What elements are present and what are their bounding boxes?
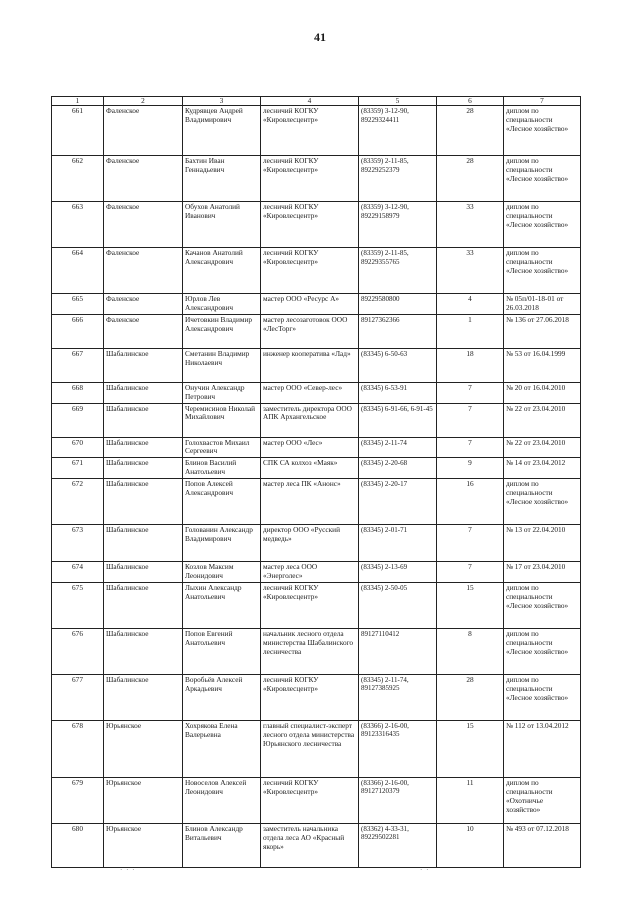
cell-name: Юрлов Лев Александрович — [183, 294, 261, 315]
header-row — [52, 97, 581, 106]
cell-phone: 89127362366 — [359, 314, 437, 348]
cell-name: Козлов Максим Леонидович — [183, 562, 261, 583]
cell-name: Качанов Анатолий Александрович — [183, 248, 261, 294]
column-header: 3 — [183, 97, 261, 106]
table-row — [52, 294, 581, 315]
cell-experience: 33 — [437, 248, 504, 294]
cell-number: 662 — [52, 156, 104, 202]
footer-mark-left: · · · — [120, 866, 136, 874]
cell-number: 669 — [52, 403, 104, 437]
cell-name: Черемисинов Николай Михайлович — [183, 403, 261, 437]
cell-district: Шабалинское — [104, 525, 183, 562]
table-row — [52, 382, 581, 403]
cell-experience: 7 — [437, 525, 504, 562]
cell-phone: (83345) 2-20-17 — [359, 479, 437, 525]
cell-document: № 493 от 07.12.2018 — [504, 823, 581, 867]
cell-district: Юрьянское — [104, 720, 183, 777]
cell-experience: 15 — [437, 582, 504, 628]
cell-name: Попов Алексей Александрович — [183, 479, 261, 525]
cell-experience: 9 — [437, 458, 504, 479]
cell-name: Онучин Александр Петрович — [183, 382, 261, 403]
cell-number: 676 — [52, 628, 104, 674]
cell-district: Шабалинское — [104, 382, 183, 403]
table-row — [52, 720, 581, 777]
cell-experience: 16 — [437, 479, 504, 525]
table-row — [52, 674, 581, 720]
cell-district: Шабалинское — [104, 348, 183, 382]
table-row — [52, 437, 581, 458]
cell-number: 664 — [52, 248, 104, 294]
cell-experience: 4 — [437, 294, 504, 315]
cell-document: диплом по специальности «Лесное хозяйство» — [504, 202, 581, 248]
cell-number: 661 — [52, 106, 104, 156]
cell-number: 672 — [52, 479, 104, 525]
cell-district: Фаленское — [104, 248, 183, 294]
cell-position: главный специалист-эксперт лесного отдела министерства Юрьянского лесничества — [261, 720, 359, 777]
cell-document: № 22 от 23.04.2010 — [504, 437, 581, 458]
table-body — [52, 106, 581, 868]
cell-number: 680 — [52, 823, 104, 867]
footer-mark-right: · · — [420, 866, 430, 874]
column-header: 4 — [261, 97, 359, 106]
cell-number: 665 — [52, 294, 104, 315]
cell-position: мастер леса ООО «Энерголес» — [261, 562, 359, 583]
table-row — [52, 628, 581, 674]
table-row — [52, 202, 581, 248]
registry-table — [51, 96, 581, 868]
table-row — [52, 314, 581, 348]
cell-position: СПК СА колхоз «Маяк» — [261, 458, 359, 479]
cell-phone: (83345) 2-11-74 — [359, 437, 437, 458]
cell-district: Шабалинское — [104, 674, 183, 720]
cell-position: лесничий КОГКУ «Кировлесцентр» — [261, 674, 359, 720]
cell-experience: 33 — [437, 202, 504, 248]
cell-district: Шабалинское — [104, 562, 183, 583]
cell-experience: 18 — [437, 348, 504, 382]
cell-document: № 14 от 23.04.2012 — [504, 458, 581, 479]
cell-name: Обухов Анатолий Иванович — [183, 202, 261, 248]
cell-phone: (83345) 2-20-68 — [359, 458, 437, 479]
cell-phone: (83345) 6-53-91 — [359, 382, 437, 403]
cell-name: Попов Евгений Анатольевич — [183, 628, 261, 674]
cell-experience: 7 — [437, 403, 504, 437]
table-row — [52, 525, 581, 562]
cell-document: диплом по специальности «Лесное хозяйство» — [504, 582, 581, 628]
column-header: 6 — [437, 97, 504, 106]
table-row — [52, 777, 581, 823]
cell-phone: (83366) 2-16-00, 89123316435 — [359, 720, 437, 777]
cell-name: Сметанин Владимир Николаевич — [183, 348, 261, 382]
cell-number: 671 — [52, 458, 104, 479]
cell-name: Блинов Александр Витальевич — [183, 823, 261, 867]
cell-district: Шабалинское — [104, 437, 183, 458]
table-row — [52, 479, 581, 525]
cell-name: Хохрякова Елена Валерьевна — [183, 720, 261, 777]
cell-experience: 28 — [437, 106, 504, 156]
cell-document: № 17 от 23.04.2010 — [504, 562, 581, 583]
cell-phone: 89229580800 — [359, 294, 437, 315]
cell-document: № 20 от 16.04.2010 — [504, 382, 581, 403]
cell-document: № 112 от 13.04.2012 — [504, 720, 581, 777]
cell-position: начальник лесного отдела министерства Шабалинского лесничества — [261, 628, 359, 674]
table-row — [52, 348, 581, 382]
cell-position: лесничий КОГКУ «Кировлесцентр» — [261, 582, 359, 628]
cell-district: Фаленское — [104, 294, 183, 315]
cell-position: мастер ООО «Север-лес» — [261, 382, 359, 403]
cell-name: Лыхин Александр Анатольевич — [183, 582, 261, 628]
cell-phone: (83345) 6-50-63 — [359, 348, 437, 382]
cell-district: Фаленское — [104, 156, 183, 202]
column-header: 5 — [359, 97, 437, 106]
cell-phone: (83359) 3-12-90, 89229324411 — [359, 106, 437, 156]
cell-experience: 7 — [437, 382, 504, 403]
cell-number: 678 — [52, 720, 104, 777]
cell-name: Новоселов Алексей Леонидович — [183, 777, 261, 823]
cell-document: № 53 от 16.04.1999 — [504, 348, 581, 382]
cell-experience: 28 — [437, 156, 504, 202]
column-header: 7 — [504, 97, 581, 106]
cell-phone: (83359) 3-12-90, 89229158979 — [359, 202, 437, 248]
cell-number: 668 — [52, 382, 104, 403]
cell-name: Голохвастов Михаил Сергеевич — [183, 437, 261, 458]
table-row — [52, 248, 581, 294]
table-row — [52, 562, 581, 583]
cell-position: мастер ООО «Ресурс А» — [261, 294, 359, 315]
table-row — [52, 106, 581, 156]
cell-district: Шабалинское — [104, 403, 183, 437]
cell-number: 679 — [52, 777, 104, 823]
cell-phone: 89127110412 — [359, 628, 437, 674]
cell-name: Кудрявцев Андрей Владимирович — [183, 106, 261, 156]
cell-position: лесничий КОГКУ «Кировлесцентр» — [261, 248, 359, 294]
table-row — [52, 156, 581, 202]
cell-position: лесничий КОГКУ «Кировлесцентр» — [261, 202, 359, 248]
cell-phone: (83345) 2-50-05 — [359, 582, 437, 628]
cell-number: 677 — [52, 674, 104, 720]
column-header: 2 — [104, 97, 183, 106]
cell-phone: (83366) 2-16-00, 89127120379 — [359, 777, 437, 823]
cell-phone: (83362) 4-33-31, 89229502281 — [359, 823, 437, 867]
cell-phone: (83345) 2-13-69 — [359, 562, 437, 583]
cell-document: диплом по специальности «Лесное хозяйство» — [504, 628, 581, 674]
cell-name: Блинов Василий Анатольевич — [183, 458, 261, 479]
cell-district: Юрьянское — [104, 777, 183, 823]
cell-number: 666 — [52, 314, 104, 348]
table-row — [52, 823, 581, 867]
cell-phone: (83345) 2-11-74, 89127385925 — [359, 674, 437, 720]
table-row — [52, 403, 581, 437]
cell-phone: (83359) 2-11-85, 89229252379 — [359, 156, 437, 202]
cell-position: лесничий КОГКУ «Кировлесцентр» — [261, 777, 359, 823]
cell-document: № 13 от 22.04.2010 — [504, 525, 581, 562]
cell-position: заместитель директора ООО АПК Архангельское — [261, 403, 359, 437]
cell-experience: 28 — [437, 674, 504, 720]
cell-district: Шабалинское — [104, 458, 183, 479]
cell-experience: 7 — [437, 437, 504, 458]
cell-experience: 8 — [437, 628, 504, 674]
cell-position: инженер кооператива «Лад» — [261, 348, 359, 382]
cell-district: Фаленское — [104, 202, 183, 248]
table-row — [52, 458, 581, 479]
cell-document: № 05п/01-18-01 от 26.03.2018 — [504, 294, 581, 315]
cell-document: диплом по специальности «Охотничье хозяйство» — [504, 777, 581, 823]
cell-position: мастер лесозаготовок ООО «ЛесТорг» — [261, 314, 359, 348]
cell-district: Шабалинское — [104, 628, 183, 674]
cell-document: диплом по специальности «Лесное хозяйство» — [504, 106, 581, 156]
cell-document: № 22 от 23.04.2010 — [504, 403, 581, 437]
cell-name: Голованин Александр Владимирович — [183, 525, 261, 562]
cell-document: № 136 от 27.06.2018 — [504, 314, 581, 348]
cell-position: лесничий КОГКУ «Кировлесцентр» — [261, 156, 359, 202]
cell-document: диплом по специальности «Лесное хозяйство» — [504, 479, 581, 525]
cell-phone: (83345) 2-01-71 — [359, 525, 437, 562]
cell-name: Ичетовкин Владимир Александрович — [183, 314, 261, 348]
cell-district: Фаленское — [104, 106, 183, 156]
cell-phone: (83359) 2-11-85, 89229355765 — [359, 248, 437, 294]
cell-experience: 1 — [437, 314, 504, 348]
cell-district: Шабалинское — [104, 479, 183, 525]
cell-experience: 11 — [437, 777, 504, 823]
cell-district: Фаленское — [104, 314, 183, 348]
cell-number: 673 — [52, 525, 104, 562]
cell-district: Шабалинское — [104, 582, 183, 628]
cell-number: 663 — [52, 202, 104, 248]
cell-document: диплом по специальности «Лесное хозяйство» — [504, 156, 581, 202]
cell-position: мастер леса ПК «Анонс» — [261, 479, 359, 525]
cell-experience: 10 — [437, 823, 504, 867]
cell-district: Юрьянское — [104, 823, 183, 867]
cell-position: заместитель начальника отдела леса АО «Красный якорь» — [261, 823, 359, 867]
table-row — [52, 582, 581, 628]
cell-number: 670 — [52, 437, 104, 458]
cell-document: диплом по специальности «Лесное хозяйство» — [504, 248, 581, 294]
cell-name: Бахтин Иван Геннадьевич — [183, 156, 261, 202]
page-number: 41 — [314, 30, 326, 44]
cell-number: 667 — [52, 348, 104, 382]
cell-phone: (83345) 6-91-66, 6-91-45 — [359, 403, 437, 437]
cell-document: диплом по специальности «Лесное хозяйство» — [504, 674, 581, 720]
cell-experience: 7 — [437, 562, 504, 583]
column-header: 1 — [52, 97, 104, 106]
cell-number: 674 — [52, 562, 104, 583]
cell-number: 675 — [52, 582, 104, 628]
cell-name: Воробьёв Алексей Аркадьевич — [183, 674, 261, 720]
cell-experience: 15 — [437, 720, 504, 777]
cell-position: мастер ООО «Лес» — [261, 437, 359, 458]
cell-position: директор ООО «Русский медведь» — [261, 525, 359, 562]
cell-position: лесничий КОГКУ «Кировлесцентр» — [261, 106, 359, 156]
